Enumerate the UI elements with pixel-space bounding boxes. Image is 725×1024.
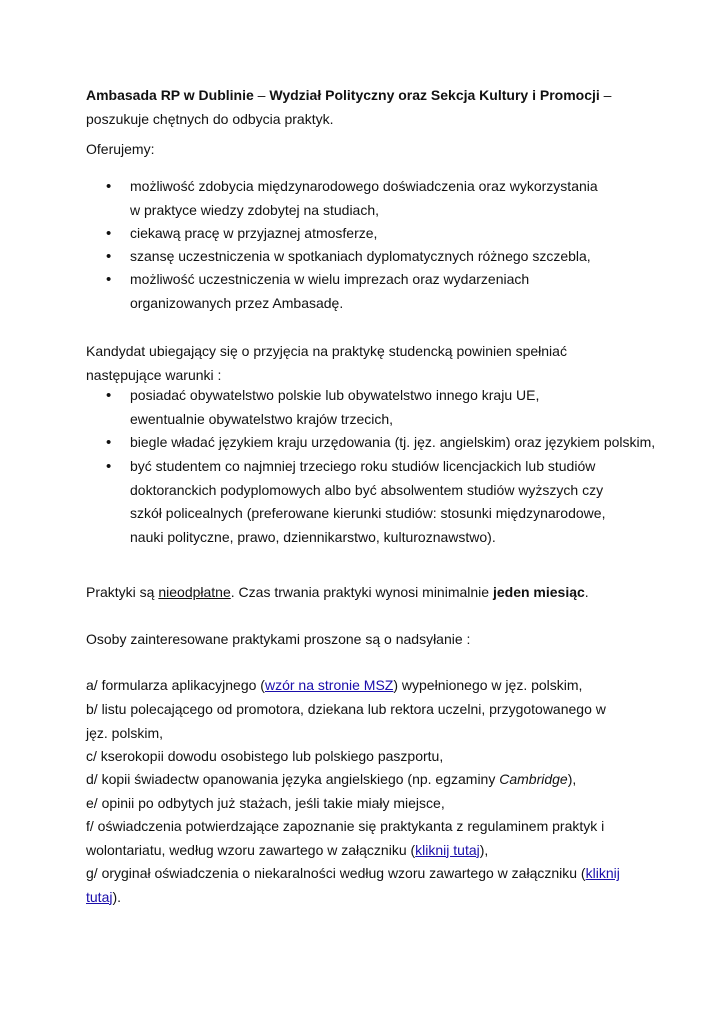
cambridge-text: Cambridge xyxy=(499,771,568,787)
document-item-b: b/ listu polecającego od promotora, dziekana lub rektora uczelni, przygotowanego w jęz. polskim, xyxy=(86,701,606,741)
offer-item: możliwość zdobycia międzynarodowego doświadczenia oraz wykorzystania w praktyce wiedzy zdobytej na studiach, xyxy=(130,178,598,218)
document-item-g xyxy=(86,862,656,909)
bullet-icon: • xyxy=(106,434,112,451)
offer-heading: Oferujemy: xyxy=(86,141,155,157)
document-item-f xyxy=(86,815,621,862)
document-item-e: e/ opinii po odbytych już stażach, jeśli takie miały miejsce, xyxy=(86,795,445,811)
documents-heading: Osoby zainteresowane praktykami proszone są o nadsyłanie : xyxy=(86,631,471,647)
requirement-item-line1: posiadać obywatelstwo polskie lub obywatelstwo innego kraju UE, xyxy=(130,387,540,403)
embassy-name: Ambasada RP w Dublinie xyxy=(86,87,254,103)
doc-d-text: d/ kopii świadectw opanowania języka angielskiego (np. egzaminy xyxy=(86,771,500,787)
bullet-icon: • xyxy=(106,387,112,404)
doc-f-text: f/ oświadczenia potwierdzające zapoznanie się praktykanta z regulaminem praktyk i wolontariatu, według wzoru zawartego w załączniku ( xyxy=(86,818,605,858)
intro-paragraph xyxy=(86,84,646,131)
regulations-link[interactable]: kliknij tutaj xyxy=(415,841,480,858)
doc-f-post: ), xyxy=(479,841,489,858)
bullet-icon: • xyxy=(106,178,112,195)
doc-a-text: a/ formularza aplikacyjnego ( xyxy=(86,677,265,693)
bullet-icon: • xyxy=(106,271,112,288)
intro-rest: – poszukuje chętnych do odbycia praktyk. xyxy=(86,87,612,127)
unpaid-text: nieodpłatne xyxy=(158,584,231,600)
document-item-c: c/ kserokopii dowodu osobistego lub polskiego paszportu, xyxy=(86,748,444,764)
bullet-icon: • xyxy=(106,248,112,265)
requirement-item: być studentem co najmniej trzeciego roku studiów licencjackich lub studiów doktoranckich podyplomowych albo być absolwentem studiów wyższych czy szkół policealnych (preferowane kierunki studiów: stosunki międzynarodowe, nauki polityczne, prawo, dziennikarstwo, kulturoznawstwo). xyxy=(130,458,606,545)
msz-form-link[interactable]: wzór na stronie MSZ xyxy=(264,677,394,693)
department-name: Wydział Polityczny oraz Sekcja Kultury i Promocji xyxy=(269,87,600,103)
requirement-item: biegle władać językiem kraju urzędowania (tj. jęz. angielskim) oraz językiem polskim, xyxy=(130,434,656,450)
terms-text-3: . xyxy=(584,584,589,600)
bullet-icon: • xyxy=(106,225,112,242)
terms-text-1: Praktyki są xyxy=(86,584,159,600)
document-item-d xyxy=(86,768,646,792)
duration-text: jeden miesiąc xyxy=(492,584,585,600)
terms-text-2: . Czas trwania praktyki wynosi minimalnie xyxy=(230,584,493,600)
intro-dash: – xyxy=(253,87,270,103)
bullet-icon: • xyxy=(106,458,112,475)
doc-d-post: ), xyxy=(567,771,577,787)
requirement-item xyxy=(130,384,650,431)
offer-item: szansę uczestniczenia w spotkaniach dyplomatycznych różnego szczebla, xyxy=(130,248,591,264)
doc-g-post: ). xyxy=(112,888,122,905)
requirements-heading: Kandydat ubiegający się o przyjęcia na praktykę studencką powinien spełniać następujące warunki : xyxy=(86,343,567,383)
requirement-item-line2: ewentualnie obywatelstwo krajów trzecich, xyxy=(130,410,394,427)
doc-a-post: ) wypełnionego w jęz. polskim, xyxy=(393,677,583,693)
offer-item: ciekawą pracę w przyjaznej atmosferze, xyxy=(130,225,378,241)
document-item-a xyxy=(86,674,646,698)
criminal-record-link[interactable]: kliknij tutaj xyxy=(86,865,620,905)
offer-item: możliwość uczestniczenia w wielu imprezach oraz wydarzeniach organizowanych przez Ambasadę. xyxy=(130,271,530,311)
doc-g-text: g/ oryginał oświadczenia o niekaralności według wzoru zawartego w załączniku ( xyxy=(86,865,586,881)
terms-paragraph xyxy=(86,581,646,605)
